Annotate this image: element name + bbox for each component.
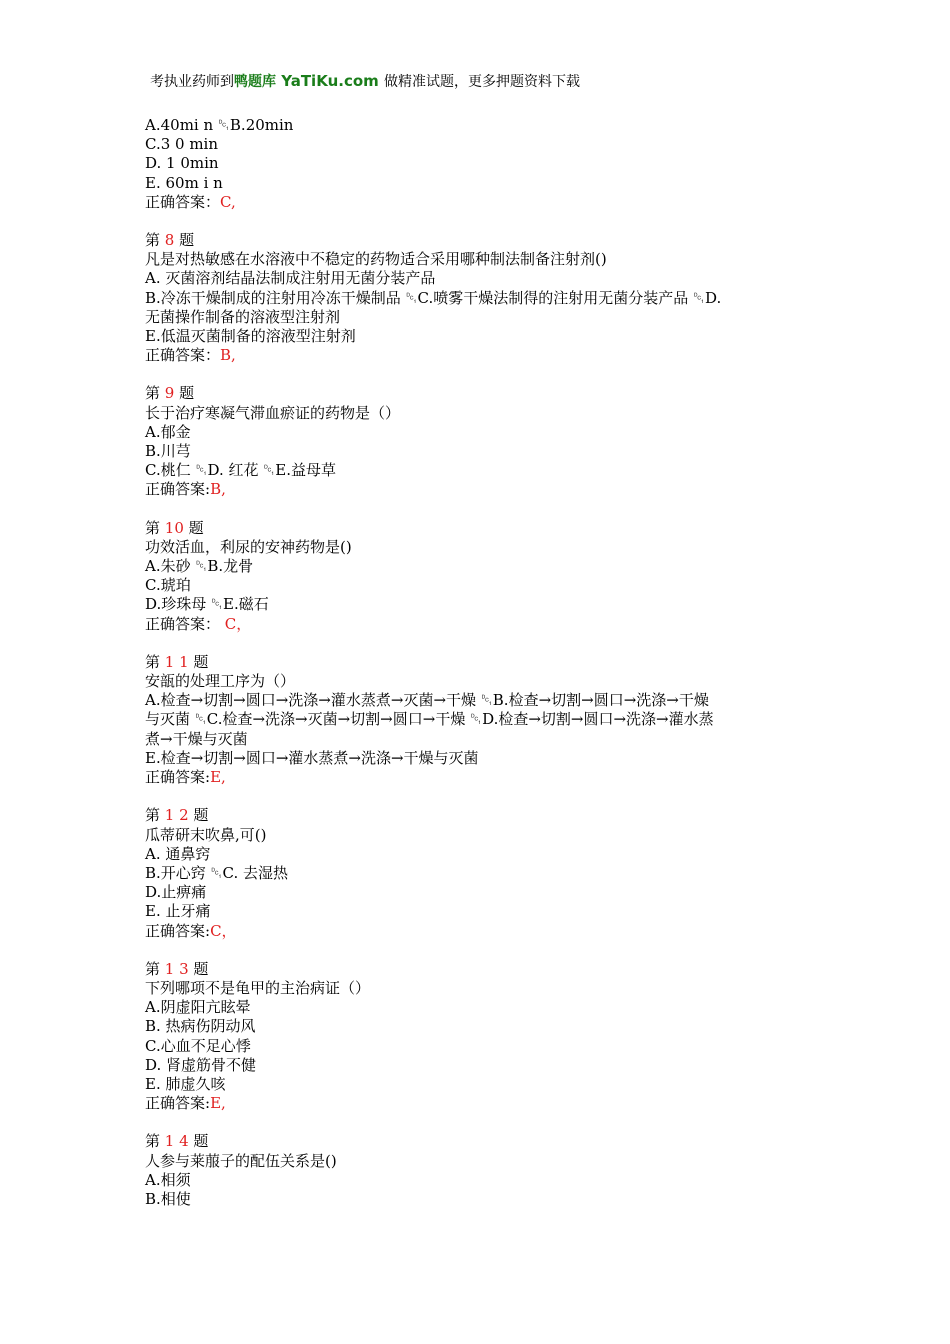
answer-value: C， xyxy=(210,921,237,940)
question-10-block xyxy=(145,519,805,634)
option-line: A. 灭菌溶剂结晶法制成注射用无菌分装产品 xyxy=(145,269,436,288)
answer-line xyxy=(145,1094,805,1113)
question-stem: 功效活血，利尿的安神药物是() xyxy=(145,537,352,556)
option-line: A.阴虚阳亢眩晕 xyxy=(145,998,251,1017)
option-line: D. 1 0min xyxy=(145,154,219,173)
option-line: E.低温灭菌制备的溶液型注射剂 xyxy=(145,327,356,346)
option-line: A.朱砂 ␑B.龙骨 xyxy=(145,557,254,576)
answer-line xyxy=(145,615,805,634)
option-line: D. 肾虚筋骨不健 xyxy=(145,1055,257,1074)
answer-label: 正确答案: xyxy=(145,768,211,787)
answer-label: 正确答案： xyxy=(145,614,221,633)
option-line: E.检查→切割→圆口→灌水蒸煮→洗涤→干燥与灭菌 xyxy=(145,748,479,767)
question-number: 第 1 3 题 xyxy=(145,959,209,978)
question-number: 第 1 4 题 xyxy=(145,1132,209,1151)
option-line: D.珍珠母 ␑E.磁石 xyxy=(145,595,269,614)
option-line: A.相须 xyxy=(145,1170,191,1189)
question-stem: 凡是对热敏感在水溶液中不稳定的药物适合采用哪种制法制备注射剂() xyxy=(145,250,607,269)
option-line: A.40mi n ␑B.20min xyxy=(145,116,294,134)
header-suffix: 做精准试题，更多押题资料下载 xyxy=(384,74,580,90)
answer-value: E, xyxy=(210,1094,226,1113)
question-stem: 长于治疗寒凝气滞血瘀证的药物是（） xyxy=(145,403,401,422)
option-line: 煮→干燥与灭菌 xyxy=(145,729,248,748)
header-brand: 鸭题库 xyxy=(234,74,276,90)
option-line: 与灭菌 ␑C.检查→洗涤→灭菌→切割→圆口→干燥 ␑D.检查→切割→圆口→洗涤→灌水蒸 xyxy=(145,710,714,729)
option-line: C.3 0 min xyxy=(145,135,219,154)
answer-value: B, xyxy=(220,346,236,365)
option-line: E. 60m i n xyxy=(145,173,223,192)
question-number: 第 8 题 xyxy=(145,231,195,250)
question-12-block xyxy=(145,806,805,940)
question-13-block xyxy=(145,960,805,1114)
option-line: E. 肺虚久咳 xyxy=(145,1074,226,1093)
question-stem: 瓜蒂研末吹鼻,可() xyxy=(145,825,267,844)
answer-label: 正确答案： xyxy=(145,346,221,365)
option-line: D.止痹痛 xyxy=(145,883,207,902)
answer-line xyxy=(145,193,805,212)
question-11-block xyxy=(145,653,805,787)
answer-label: 正确答案: xyxy=(145,480,211,499)
answer-label: 正确答案： xyxy=(145,192,221,211)
question-stem: 人参与莱菔子的配伍关系是() xyxy=(145,1151,337,1170)
question-8-block xyxy=(145,231,805,365)
question-content xyxy=(145,116,805,1209)
option-line: B.相使 xyxy=(145,1189,191,1208)
option-line: 无菌操作制备的溶液型注射剂 xyxy=(145,307,341,326)
page-header xyxy=(150,71,580,92)
option-line: C.琥珀 xyxy=(145,576,191,595)
answer-value: B, xyxy=(210,480,226,499)
option-line: B. 热病伤阴动风 xyxy=(145,1017,256,1036)
header-site: YaTiKu.com xyxy=(276,72,384,90)
header-prefix: 考执业药师到 xyxy=(150,74,234,90)
question-stem: 安瓿的处理工序为（） xyxy=(145,672,296,691)
option-line: B.开心窍 ␑C. 去湿热 xyxy=(145,863,289,882)
answer-label: 正确答案: xyxy=(145,921,211,940)
question-number-value: 8 xyxy=(164,231,175,250)
question-stem: 下列哪项不是龟甲的主治病证（） xyxy=(145,978,371,997)
option-line: A.检查→切割→圆口→洗涤→灌水蒸煮→灭菌→干燥 ␑B.检查→切割→圆口→洗涤→干燥 xyxy=(145,691,709,710)
question-9-block xyxy=(145,384,805,499)
option-line: E. 止牙痛 xyxy=(145,902,211,921)
option-line: B.冷冻干燥制成的注射用冷冻干燥制品 ␑C.喷雾干燥法制得的注射用无菌分装产品 ␑D. xyxy=(145,288,722,307)
answer-line xyxy=(145,346,805,365)
question-number-value: 10 xyxy=(164,518,184,537)
question-14-block xyxy=(145,1132,805,1209)
question-number-value: 1 4 xyxy=(164,1132,189,1151)
answer-label: 正确答案: xyxy=(145,1094,211,1113)
answer-value: C， xyxy=(220,614,252,633)
question-number: 第 1 1 题 xyxy=(145,652,209,671)
answer-line xyxy=(145,480,805,499)
question-number-value: 1 3 xyxy=(164,959,189,978)
answer-value: C, xyxy=(220,192,236,211)
question-7-block xyxy=(145,116,805,212)
option-line: B.川芎 xyxy=(145,442,191,461)
option-line: C.桃仁 ␑D. 红花 ␑E.益母草 xyxy=(145,461,336,480)
answer-value: E, xyxy=(210,768,226,787)
question-number: 第 10 题 xyxy=(145,518,204,537)
question-number-value: 1 2 xyxy=(164,806,189,825)
option-line: A.郁金 xyxy=(145,422,191,441)
option-line: A. 通鼻窍 xyxy=(145,844,211,863)
answer-line xyxy=(145,922,805,941)
question-number-value: 9 xyxy=(164,384,175,403)
answer-line xyxy=(145,768,805,787)
question-number: 第 9 题 xyxy=(145,384,195,403)
question-number: 第 1 2 题 xyxy=(145,806,209,825)
option-line: C.心血不足心悸 xyxy=(145,1036,251,1055)
question-number-value: 1 1 xyxy=(164,652,189,671)
